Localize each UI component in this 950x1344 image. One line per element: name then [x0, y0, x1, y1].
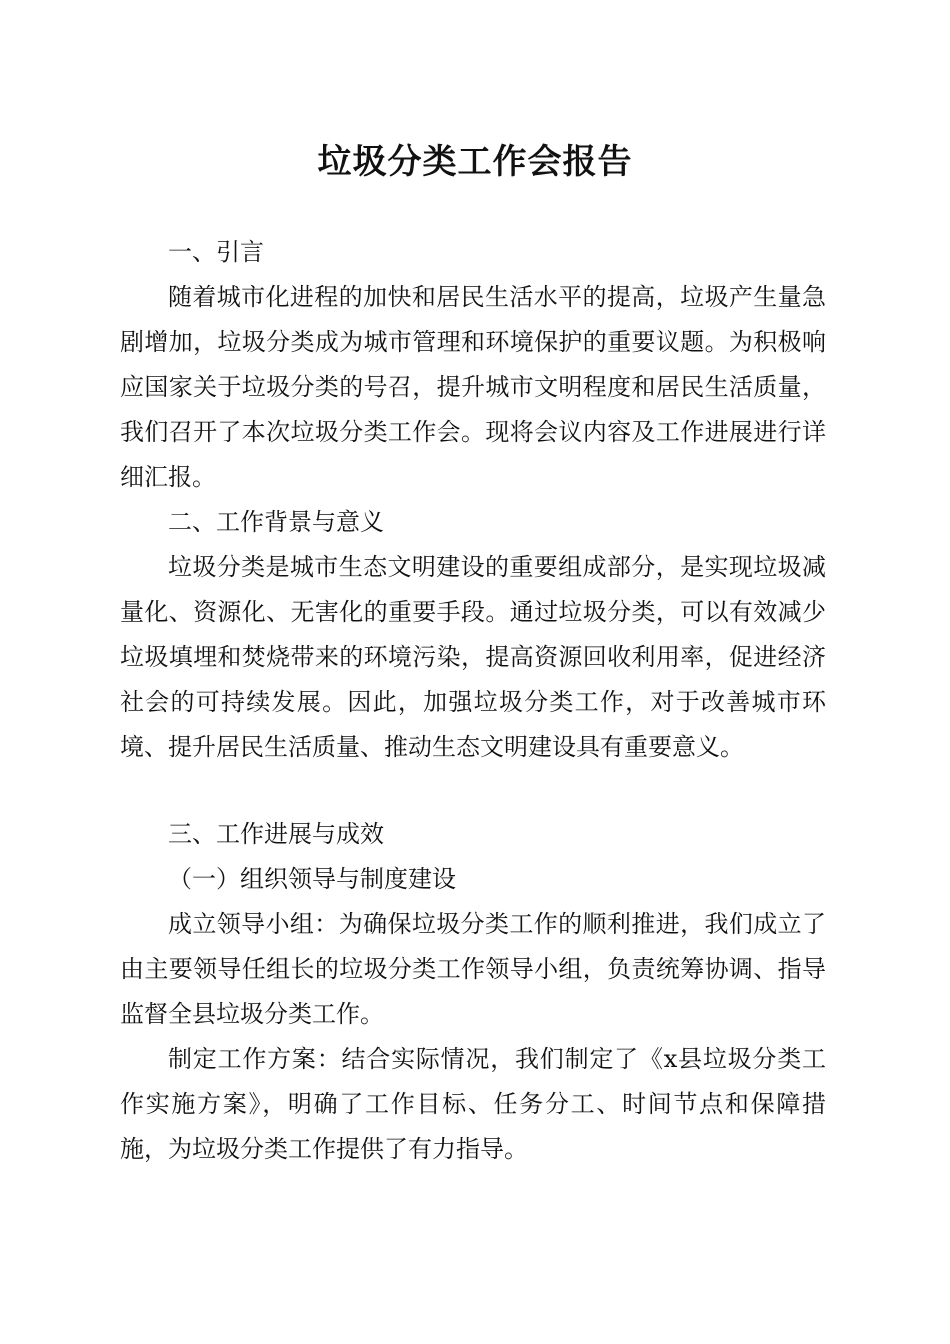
section-heading-progress: 三、工作进展与成效 — [168, 820, 384, 848]
section-1 — [120, 230, 826, 500]
document-title: 垃圾分类工作会报告 — [317, 142, 633, 182]
section-paragraph: 成立领导小组：为确保垃圾分类工作的顺利推进，我们成立了由主要领导任组长的垃圾分类工作领导小组，负责统筹协调、指导监督全县垃圾分类工作。 — [120, 910, 826, 1028]
section-paragraph: 制定工作方案：结合实际情况，我们制定了《x县垃圾分类工作实施方案》，明确了工作目标、任务分工、时间节点和保障措施，为垃圾分类工作提供了有力指导。 — [120, 1045, 826, 1163]
section-3 — [120, 812, 826, 1172]
section-2 — [120, 500, 826, 770]
section-heading-background: 二、工作背景与意义 — [168, 508, 384, 536]
section-paragraph: 垃圾分类是城市生态文明建设的重要组成部分，是实现垃圾减量化、资源化、无害化的重要手段。通过垃圾分类，可以有效减少垃圾填埋和焚烧带来的环境污染，提高资源回收利用率，促进经济社会的可持续发展。因此，加强垃圾分类工作，对于改善城市环境、提升居民生活质量、推动生态文明建设具有重要意义。 — [120, 553, 826, 761]
section-heading-introduction: 一、引言 — [168, 238, 264, 266]
section-paragraph: 随着城市化进程的加快和居民生活水平的提高，垃圾产生量急剧增加，垃圾分类成为城市管理和环境保护的重要议题。为积极响应国家关于垃圾分类的号召，提升城市文明程度和居民生活质量，我们召开了本次垃圾分类工作会。现将会议内容及工作进展进行详细汇报。 — [120, 283, 826, 491]
subsection-heading: （一）组织领导与制度建设 — [168, 865, 456, 893]
